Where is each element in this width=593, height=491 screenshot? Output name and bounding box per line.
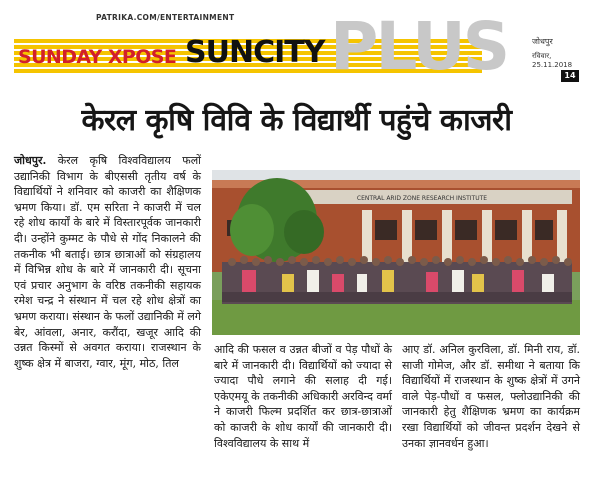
page-number: 14 (561, 70, 579, 82)
article-column-3: आए डॉ. अनिल कुरविला, डॉ. मिनी राय, डॉ. साजी गोमेज, और डॉ. समीथा ने बताया कि विद्यार्थियों में राजस्थान के शुष्क क्षेत्रों में उगने वाले पेड़-पौधों व फसल, फ्लोउद्यानिकी की जानकारी हेतु शैक्षिणक भ्रमण का कार्यक्रम रखा विद्यार्थियों को जीवन्त प्रदर्शन देखने से उनका ज्ञानवर्धन हुआ। (402, 343, 580, 450)
edition-date: रविवार, 25.11.2018 (532, 52, 573, 69)
building-sign: CENTRAL ARID ZONE RESEARCH INSTITUTE (356, 195, 488, 202)
group-photo (212, 170, 580, 335)
section-plus: PLUS (330, 8, 508, 85)
edition-city: जोधपुर (532, 37, 553, 46)
article-column-2: आदि की फसल व उन्नत बीजों व पेड़ पौधों के बारे में जानकारी दी। विद्यार्थियों को ज्यादा से ज्यादा पौधे लगाने की सलाह दी गई। एकेएमयू के तकनीकी अधिकारी अरविन्द वर्मा ने काजरी फिल्म प्रदर्शित कर छात्र-छात्राओं को काजरी के शोध कार्यों की जानकारी दी। विश्वविद्यालय के साथ में (214, 343, 392, 450)
article-column-1-text: केरल कृषि विश्वविद्यालय फलों उद्यानिकी विभाग के बीएससी तृतीय वर्ष के विद्यार्थियों ने शनिवार को काजरी का शैक्षिणक भ्रमण किया। डॉ. एम सरिता ने काजरी में चल रहे शोध कार्यों के बारे में विस्तारपूर्वक जानकारी दी। उन्होंने कुम्मट के पौधे से गोंद निकालने की तकनीक भी बताई। छात्र छात्राओं को संग्रहालय में विभिन्न शोध के बारे में जानकारी दी। सूचना एवं प्रचार अनुभाग के वरिष्ठ तकनीकी सहायक रमेश चन्द्र ने संस्थान में चल रहे शोध क्षेत्रों का भ्रमण कराया। संस्थान के फलों उद्यानिकी में लगे बेर, आंवला, अनार, करौंदा, खजूर आदि की उन्नत किस्मों से अवगत कराया। राजस्थान के शुष्क क्षेत्र में बाजरा, ग्वार, मूंग, मोठ, तिल (14, 154, 201, 370)
article-column-1 (14, 153, 201, 371)
lawn (212, 300, 580, 335)
group-photo-illustration (212, 170, 580, 335)
headline: केरल कृषि विवि के विद्यार्थी पहुंचे काजरी (81, 103, 512, 138)
section-sunday-xpose: SUNDAY XPOSE (18, 46, 177, 68)
people-group (222, 256, 572, 304)
dateline: जोधपुर. (14, 154, 47, 167)
site-url: PATRIKA.COM/ENTERTAINMENT (96, 13, 235, 22)
section-suncity: SUNCITY (185, 35, 325, 70)
